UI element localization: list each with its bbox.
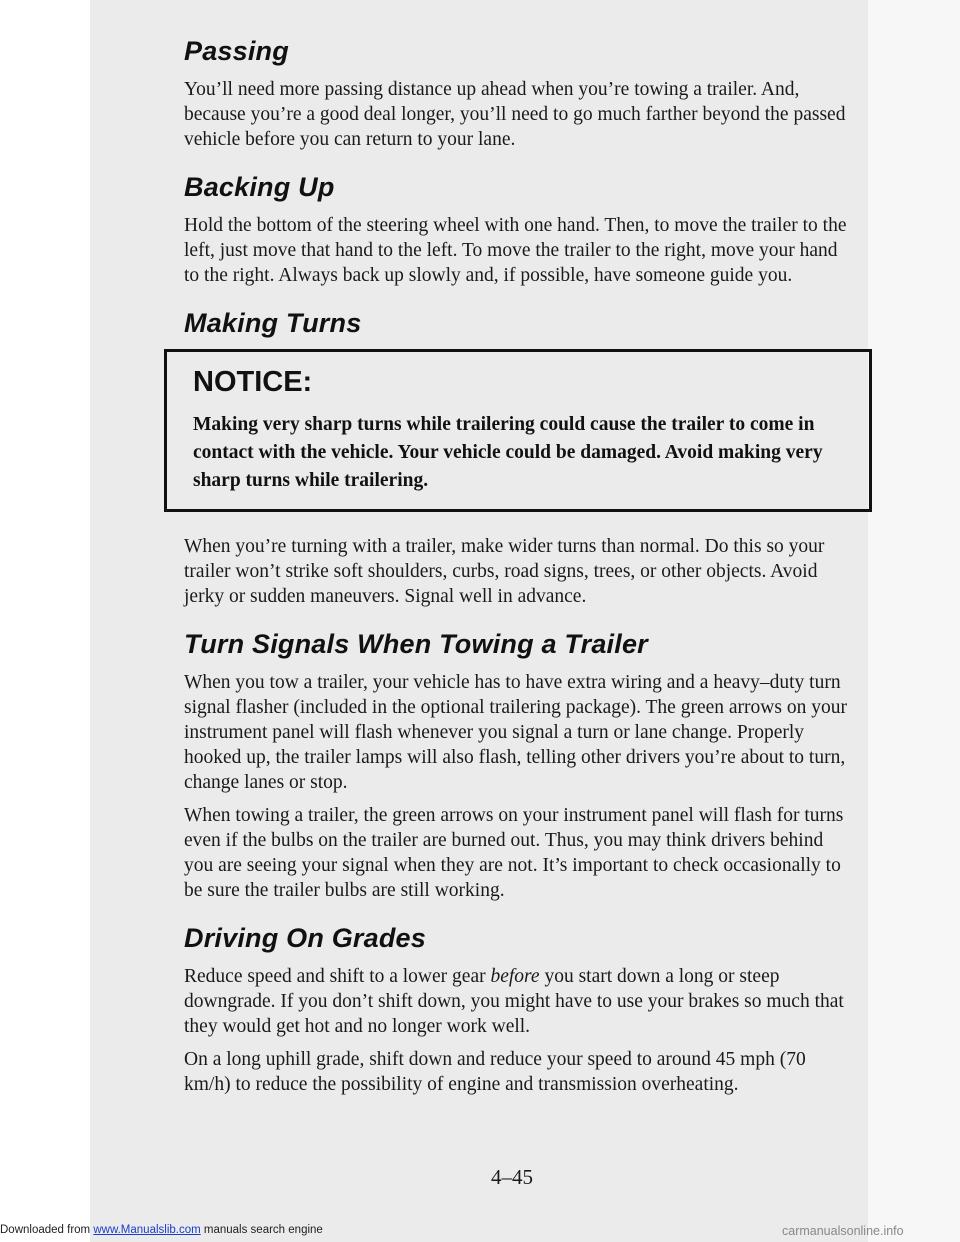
paragraph: When towing a trailer, the green arrows on your instrument panel will flash for turns even if the bulbs on the trailer are burned out. Thus, you may think drivers behind you are seeing your signal when they are not. It’s important to check occasionally to be sure the trailer bulbs are still working. [184, 805, 844, 901]
manualslib-link[interactable]: www.Manualslib.com [93, 1224, 201, 1236]
section-backing-up [184, 172, 856, 288]
section-making-turns [184, 308, 856, 609]
paragraph: When you tow a trailer, your vehicle has to have extra wiring and a heavy–duty turn signal flasher (included in the optional trailering package). The green arrows on your instrument panel will flash whenever you signal a turn or lane change. Properly hooked up, the trailer lamps will also flash, telling other drivers you’re about to turn, change lanes or stop. [184, 672, 847, 793]
heading-backing-up: Backing Up [184, 172, 335, 202]
paragraph: On a long uphill grade, shift down and reduce your speed to around 45 mph (70 km/h) to reduce the possibility of engine and transmission overheating. [184, 1049, 806, 1095]
page-margin [868, 0, 960, 1242]
watermark-text: carmanualsonline.info [782, 1224, 904, 1238]
heading-passing: Passing [184, 36, 289, 66]
paragraph: Hold the bottom of the steering wheel with one hand. Then, to move the trailer to the left, just move that hand to the left. To move the trailer to the right, move your hand to the right. Always back up slowly and, if possible, have someone guide you. [184, 215, 847, 286]
notice-title: NOTICE: [193, 366, 313, 398]
page-number: 4–45 [491, 1165, 533, 1189]
heading-turn-signals: Turn Signals When Towing a Trailer [184, 629, 648, 659]
heading-driving-on-grades: Driving On Grades [184, 923, 426, 953]
download-footer [0, 1224, 323, 1236]
document-body [184, 36, 856, 1117]
text-run: Reduce speed and shift to a lower gear [184, 966, 491, 987]
footer-prefix: Downloaded from [0, 1224, 94, 1236]
footer-suffix: manuals search engine [200, 1224, 323, 1236]
heading-making-turns: Making Turns [184, 308, 362, 338]
paragraph [184, 964, 856, 1039]
text-run: you start down a long or steep downgrade. If you don’t shift down, you might have to use your brakes so much that they would get hot and no longer work well. [184, 966, 844, 1037]
notice-box [164, 349, 872, 512]
emphasis-before: before [490, 966, 540, 987]
paragraph: You’ll need more passing distance up ahead when you’re towing a trailer. And, because you’re a good deal longer, you’ll need to go much farther beyond the passed vehicle before you can return to your lane. [184, 79, 846, 150]
paragraph: When you’re turning with a trailer, make wider turns than normal. Do this so your trailer won’t strike soft shoulders, curbs, road signs, trees, or other objects. Avoid jerky or sudden maneuvers. Signal well in advance. [184, 536, 825, 607]
section-passing [184, 36, 856, 152]
notice-text: Making very sharp turns while trailering could cause the trailer to come in contact with the vehicle. Your vehicle could be damaged. Avoid making very sharp turns while trailering. [193, 414, 823, 491]
section-turn-signals [184, 629, 856, 903]
section-driving-on-grades [184, 923, 856, 1097]
